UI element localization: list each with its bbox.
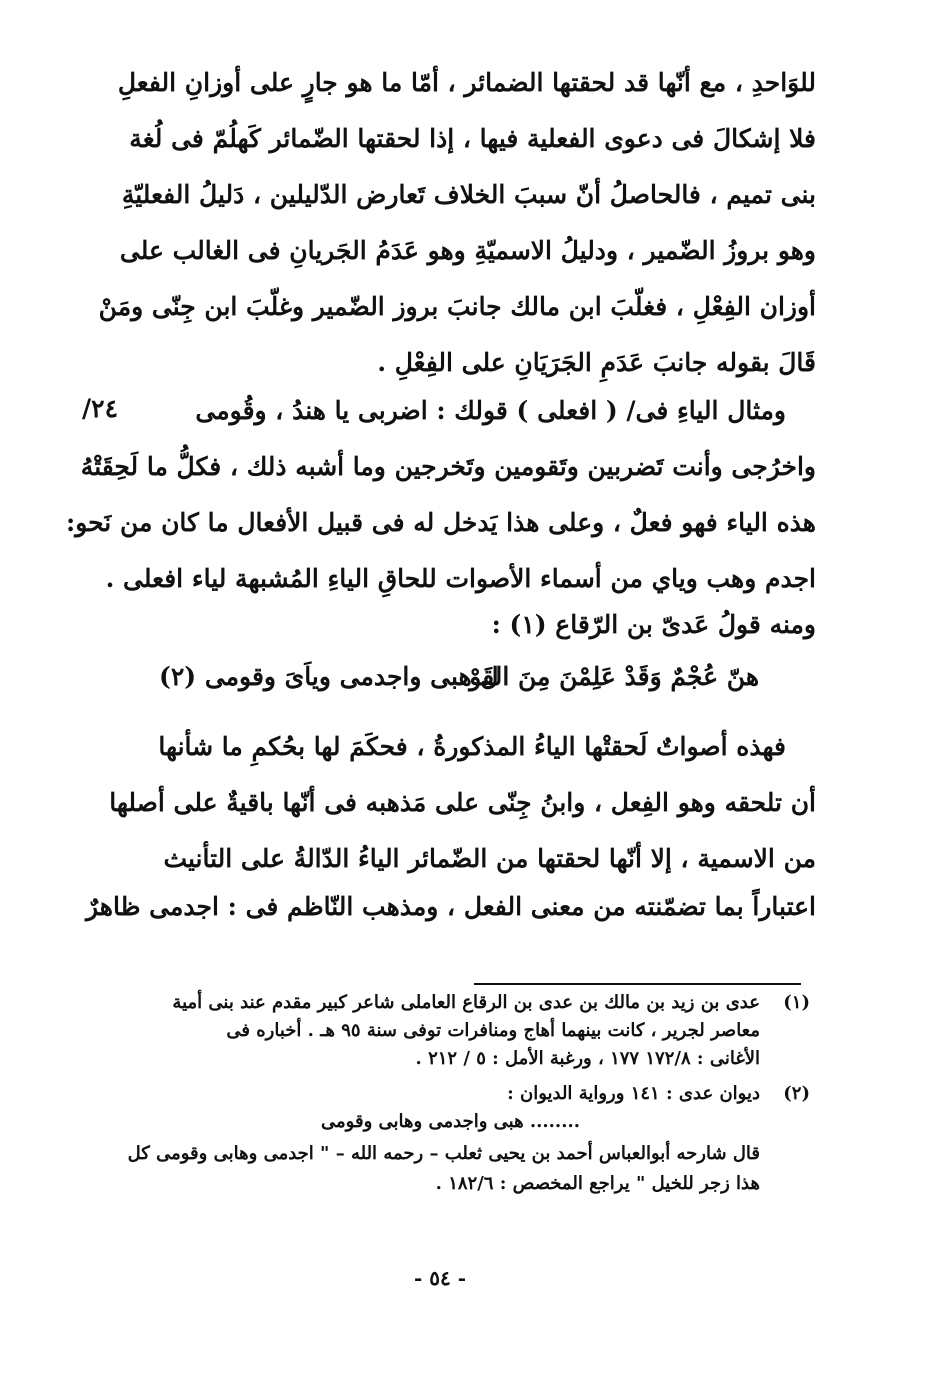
text-line: اعتباراً بما تضمّنته من معنى الفعل ، ومذهب النّاظم فى : اجدمى ظاهرٌ	[85, 892, 816, 921]
footnote-line: ........ هبى واجدمى وهابى وقومى	[321, 1111, 580, 1132]
text-line: اجدم وهب وياي من أسماء الأصوات للحاقِ الياءِ المُشبهة لياء افعلى .	[105, 564, 816, 593]
text-line: بنى تميم ، فالحاصلُ أنّ سببَ الخلاف تَعارض الدّليلين ، دَليلُ الفعليّةِ	[121, 180, 816, 209]
footnote-line: هذا زجر للخيل " يراجع المخصص : ١٨٢/٦ .	[435, 1173, 760, 1194]
folio-marker: ٢٤/	[82, 394, 118, 423]
text-line: فهذه أصواتٌ لَحقتْها الياءُ المذكورةُ ، فحكَمَ لها بحُكمِ ما شأنها	[158, 732, 786, 761]
text-line: من الاسمية ، إلا أنّها لحقتها من الضّمائر الياءُ الدّالةُ على التأنيث	[163, 844, 816, 873]
paragraph-1	[98, 68, 816, 378]
text-line: فلا إشكالَ فى دعوى الفعلية فيها ، إذا لحقتها الضّمائر كَهلُمّ فى لُغة	[129, 124, 816, 153]
footnote-1	[150, 992, 810, 1082]
footnote-separator	[474, 983, 801, 985]
footnote-line: قال شارحه أبوالعباس أحمد بن يحيى ثعلب – رحمه الله – " اجدمى وهابى وقومى كل	[127, 1143, 760, 1164]
verse-first-hemistich: هنّ عُجْمٌ وَقَدْ عَلِمْنَ مِنَ القَوْ	[469, 662, 759, 691]
footnote-line: معاصر لجرير ، كانت بينهما أهاج ومنافرات توفى سنة ٩٥ هـ . أخباره فى	[226, 1020, 760, 1041]
text-line: أوزان الفِعْلِ ، فغلّبَ ابن مالك جانبَ بروز الضّمير وغلّبَ ابن جِنّى ومَنْ	[98, 292, 816, 321]
text-line: قَالَ بقوله جانبَ عَدَمِ الجَرَيَانِ على الفِعْلِ .	[377, 348, 816, 377]
paragraph-3	[85, 732, 816, 922]
footnote-2	[127, 1083, 810, 1203]
text-line: واخرُجى وأنت تَضربين وتَقومين وتَخرجين وما أشبه ذلك ، فكلُّ ما لَحِقَتْهُ	[80, 452, 816, 481]
footnote-number: (١)	[783, 992, 810, 1013]
page-number: - ٥٤ -	[413, 1266, 466, 1290]
text-line: ومثال الياءِ فى/ ( افعلى ) قولك : اضربى يا هندُ ، وقُومى	[195, 396, 786, 425]
poetry-verse	[159, 662, 759, 702]
footnote-line: الأغانى : ١٧٢/٨ ١٧٧ ، ورغبة الأمل : ٥ / ٢١٢ .	[415, 1048, 760, 1069]
footnote-line: عدى بن زيد بن مالك بن عدى بن الرقاع العاملى شاعر كبير مقدم عند بنى أمية	[172, 992, 760, 1013]
footnote-number: (٢)	[783, 1083, 810, 1104]
text-line: وهو بروزُ الضّمير ، ودليلُ الاسميّةِ وهو عَدَمُ الجَريانِ فى الغالب على	[119, 236, 816, 265]
footnote-line: ديوان عدى : ١٤١ ورواية الديوان :	[507, 1083, 760, 1104]
verse-second-hemistich: ل هبى واجدمى وياَىَ وقومى (٢)	[159, 662, 499, 691]
text-line: هذه الياء فهو فعلٌ ، وعلى هذا يَدخل له فى قبيل الأفعال ما كان من نَحو:	[66, 508, 816, 537]
text-line: أن تلحقه وهو الفِعل ، وابنُ جِنّى على مَذهبه فى أنّها باقيةٌ على أصلها	[109, 788, 816, 817]
text-line: ومنه قولُ عَدىّ بن الرّقاع (١) :	[491, 610, 816, 639]
text-line: للوَاحدِ ، مع أنّها قد لحقتها الضمائر ، أمّا ما هو جارٍ على أوزانِ الفعلِ	[117, 68, 816, 97]
